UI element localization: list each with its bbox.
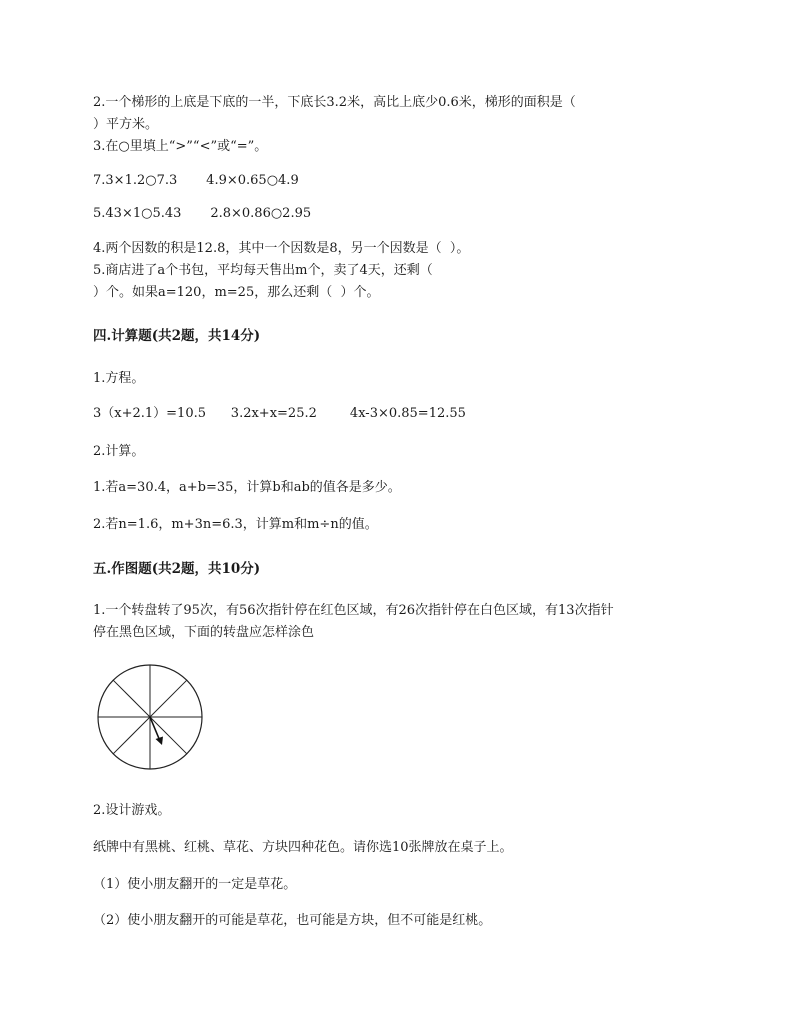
section-5-q2-item-2: （2）使小朋友翻开的可能是草花，也可能是方块，但不可能是红桃。 (93, 913, 492, 928)
spinner-icon (96, 663, 204, 771)
question-3-prompt: 3.在○里填上“>”“<”或“=”。 (93, 139, 268, 154)
section-4-heading: 四.计算题(共2题，共14分) (93, 328, 261, 344)
section-4-q2-item-1: 1.若a=30.4，a+b=35，计算b和ab的值各是多少。 (93, 480, 401, 495)
question-3-row-2: 5.43×1○5.43 2.8×0.86○2.95 (93, 206, 312, 221)
section-4-q2-item-2: 2.若n=1.6，m+3n=6.3，计算m和m÷n的值。 (93, 517, 378, 532)
section-5-q2-title: 2.设计游戏。 (93, 803, 171, 818)
section-5-q1-line-2: 停在黑色区域，下面的转盘应怎样涂色 (93, 625, 315, 640)
section-4-q1-equations: 3（x+2.1）=10.5 3.2x+x=25.2 4x-3×0.85=12.55 (93, 406, 466, 421)
question-5-line-1: 5.商店进了a个书包，平均每天售出m个，卖了4天，还剩（ (93, 263, 433, 278)
section-5-q1-line-1: 1.一个转盘转了95次，有56次指针停在红色区域，有26次指针停在白色区域，有13次指针 (93, 603, 614, 618)
section-5-heading: 五.作图题(共2题，共10分) (93, 561, 261, 577)
section-4-q1-title: 1.方程。 (93, 371, 145, 386)
question-5-line-2: ）个。如果a=120，m=25，那么还剩（ ）个。 (93, 285, 380, 300)
section-5-q2-description: 纸牌中有黑桃、红桃、草花、方块四种花色。请你选10张牌放在桌子上。 (93, 840, 513, 855)
section-4-q2-title: 2.计算。 (93, 444, 145, 459)
question-2-line-1: 2.一个梯形的上底是下底的一半，下底长3.2米，高比上底少0.6米，梯形的面积是（ (93, 95, 576, 110)
question-2-line-2: ）平方米。 (93, 117, 159, 132)
question-4: 4.两个因数的积是12.8，其中一个因数是8，另一个因数是（ ）。 (93, 241, 470, 256)
section-5-q2-item-1: （1）使小朋友翻开的一定是草花。 (93, 877, 297, 892)
question-3-row-1: 7.3×1.2○7.3 4.9×0.65○4.9 (93, 173, 299, 188)
